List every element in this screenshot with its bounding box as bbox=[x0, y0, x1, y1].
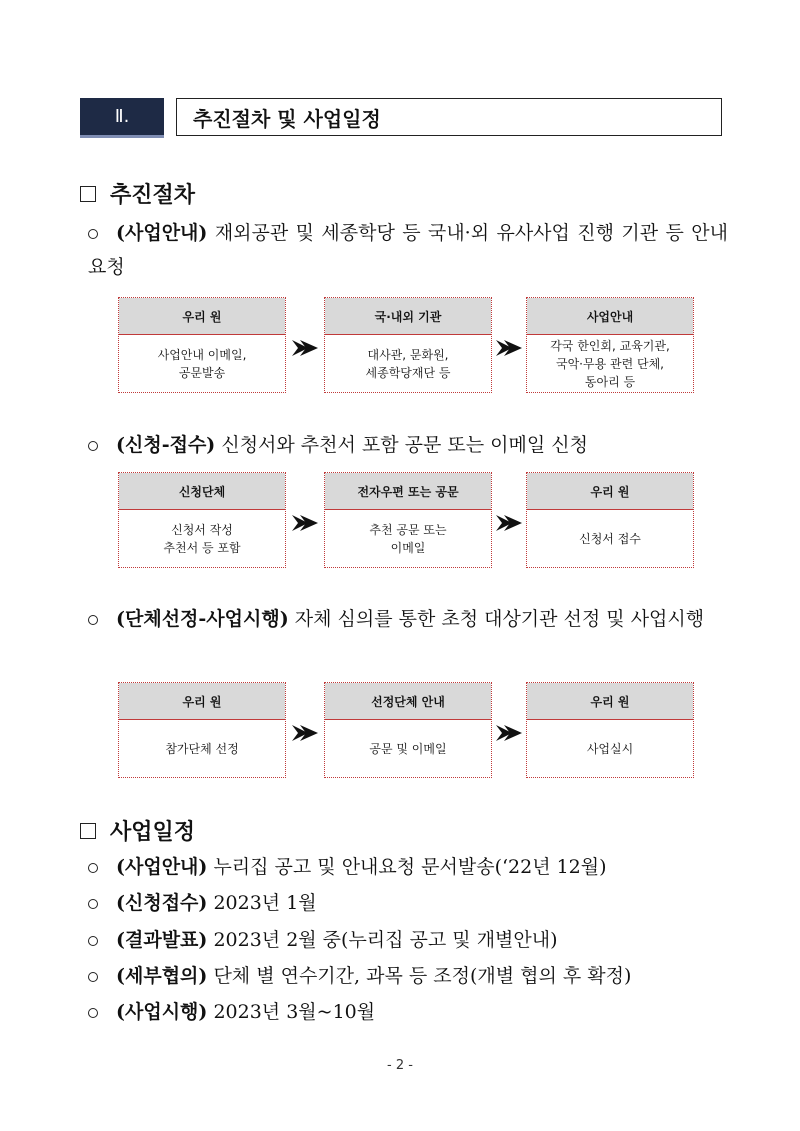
circle-bullet-icon bbox=[88, 615, 98, 625]
item-text: 단체 별 연수기간, 과목 등 조정(개별 협의 후 확정) bbox=[213, 965, 632, 987]
arrow-right-icon bbox=[292, 724, 318, 742]
flow-box bbox=[526, 297, 694, 393]
item-text: 2023년 2월 중(누리집 공고 및 개별안내) bbox=[213, 929, 558, 951]
flow-box-head: 우리 원 bbox=[527, 683, 693, 720]
flow-box-head: 신청단체 bbox=[119, 473, 285, 510]
circle-bullet-icon bbox=[88, 899, 98, 909]
section-number: Ⅱ. bbox=[80, 98, 164, 138]
item-text: 자체 심의를 통한 초청 대상기관 선정 및 사업시행 bbox=[294, 608, 705, 630]
flow-box bbox=[526, 682, 694, 778]
item-text: 재외공관 및 세종학당 등 국내·외 유사사업 진행 기관 등 안내 요청 bbox=[88, 222, 728, 278]
flow-box bbox=[118, 472, 286, 568]
flow-box-body: 대사관, 문화원, 세종학당재단 등 bbox=[365, 348, 451, 380]
flow-box bbox=[118, 297, 286, 393]
item-label: (사업안내) bbox=[116, 222, 208, 244]
flow-diagram-3 bbox=[118, 682, 696, 780]
flow-box-body: 사업안내 이메일, 공문발송 bbox=[157, 348, 247, 380]
arrow-right-icon bbox=[496, 724, 522, 742]
section-title: 추진절차 및 사업일정 bbox=[176, 98, 722, 136]
item-text: 누리집 공고 및 안내요청 문서발송(‘22년 12월) bbox=[213, 856, 607, 878]
arrow-right-icon bbox=[292, 514, 318, 532]
flow-box-body: 신청서 작성 추천서 등 포함 bbox=[163, 523, 241, 555]
item-label: (결과발표) bbox=[116, 929, 208, 951]
item-label: (사업시행) bbox=[116, 1001, 208, 1023]
flow-box-body: 추천 공문 또는 이메일 bbox=[369, 523, 447, 555]
procedure-item-3 bbox=[88, 602, 728, 636]
flow-box-head: 국·내외 기관 bbox=[325, 298, 491, 335]
arrow-right-icon bbox=[496, 514, 522, 532]
flow-box bbox=[526, 472, 694, 568]
item-label: (사업안내) bbox=[116, 856, 208, 878]
item-text: 2023년 3월~10월 bbox=[213, 1001, 376, 1023]
flow-box-head: 우리 원 bbox=[119, 298, 285, 335]
flow-box bbox=[324, 297, 492, 393]
flow-diagram-1 bbox=[118, 297, 696, 395]
schedule-heading-text: 사업일정 bbox=[110, 820, 196, 845]
flow-box-head: 전자우편 또는 공문 bbox=[325, 473, 491, 510]
circle-bullet-icon bbox=[88, 441, 98, 451]
procedure-item-2 bbox=[88, 428, 728, 462]
item-text: 2023년 1월 bbox=[213, 892, 317, 914]
schedule-item-4 bbox=[88, 959, 728, 993]
flow-box bbox=[118, 682, 286, 778]
section-header bbox=[80, 98, 381, 138]
circle-bullet-icon bbox=[88, 863, 98, 873]
flow-box bbox=[324, 472, 492, 568]
flow-box-head: 선정단체 안내 bbox=[325, 683, 491, 720]
schedule-item-2 bbox=[88, 886, 728, 920]
square-bullet-icon bbox=[80, 186, 96, 202]
item-label: (신청접수) bbox=[116, 892, 208, 914]
schedule-item-3 bbox=[88, 923, 728, 957]
square-bullet-icon bbox=[80, 823, 96, 839]
procedure-item-1 bbox=[88, 216, 728, 284]
item-text: 신청서와 추천서 포함 공문 또는 이메일 신청 bbox=[221, 434, 588, 456]
flow-box-head: 사업안내 bbox=[527, 298, 693, 335]
item-label: (단체선정-사업시행) bbox=[116, 608, 289, 630]
flow-box-head: 우리 원 bbox=[527, 473, 693, 510]
flow-diagram-2 bbox=[118, 472, 696, 570]
procedure-heading bbox=[80, 178, 195, 209]
flow-box-body: 참가단체 선정 bbox=[165, 742, 239, 756]
schedule-item-5 bbox=[88, 995, 728, 1029]
flow-box-body: 신청서 접수 bbox=[579, 532, 641, 546]
flow-box-body: 각국 한인회, 교육기관, 국악·무용 관련 단체, 동아리 등 bbox=[550, 339, 670, 389]
item-label: (신청-접수) bbox=[116, 434, 216, 456]
page-number: - 2 - bbox=[387, 1058, 413, 1073]
flow-box-body: 사업실시 bbox=[586, 742, 634, 756]
schedule-heading bbox=[80, 815, 195, 846]
item-label: (세부협의) bbox=[116, 965, 208, 987]
procedure-heading-text: 추진절차 bbox=[110, 183, 196, 208]
circle-bullet-icon bbox=[88, 936, 98, 946]
circle-bullet-icon bbox=[88, 229, 98, 239]
circle-bullet-icon bbox=[88, 1008, 98, 1018]
flow-box bbox=[324, 682, 492, 778]
arrow-right-icon bbox=[496, 339, 522, 357]
flow-box-body: 공문 및 이메일 bbox=[369, 742, 447, 756]
arrow-right-icon bbox=[292, 339, 318, 357]
flow-box-head: 우리 원 bbox=[119, 683, 285, 720]
circle-bullet-icon bbox=[88, 972, 98, 982]
schedule-item-1 bbox=[88, 850, 728, 884]
